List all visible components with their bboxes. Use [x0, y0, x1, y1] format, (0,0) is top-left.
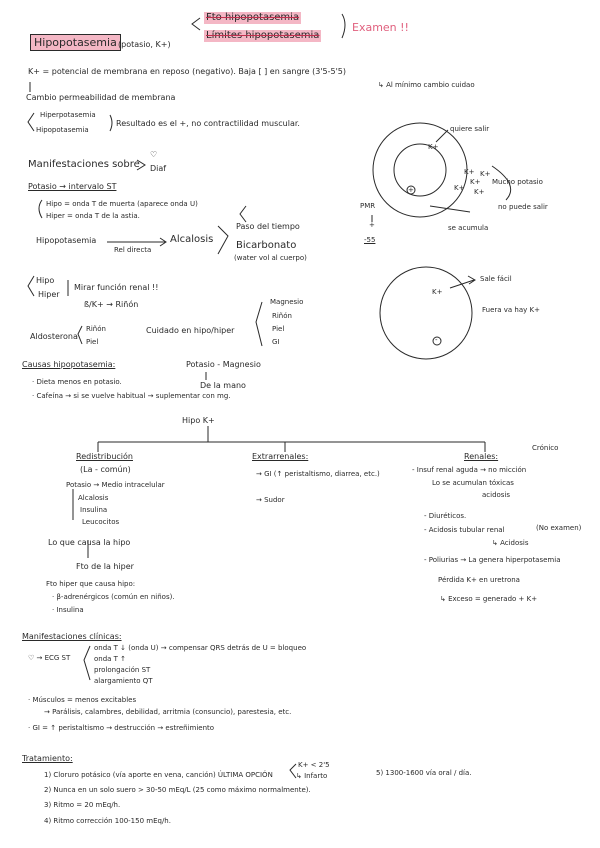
trat-item-2: 3) Ritmo = 20 mEq/h. — [44, 801, 121, 809]
renal-hipo: Hipo — [36, 276, 55, 285]
interval-bracket — [39, 200, 42, 218]
cell1-inner — [394, 144, 446, 196]
fto-line: Fto hipopotasemia — [206, 12, 300, 23]
pmr-minus55: -55 — [364, 236, 376, 244]
causas-heading: Causas hipopotasemia: — [22, 360, 116, 369]
trat-heading: Tratamiento: — [22, 754, 73, 763]
renal-ssk: ß/K+ → Riñón — [84, 300, 139, 309]
redis-alcalosis: Alcalosis — [78, 494, 109, 502]
k-cluster-3: K+ — [454, 184, 465, 192]
aldosterona: Aldosterona — [30, 332, 78, 341]
renales-item-5: ↳ Acidosis — [492, 539, 529, 547]
permeability-text: Cambio permeabilidad de membrana — [26, 93, 176, 102]
k-cluster-1: K+ — [480, 170, 491, 178]
aldo-rinon: Riñón — [86, 325, 106, 333]
trat-item-3: 4) Ritmo corrección 100-150 mEq/h. — [44, 817, 171, 825]
trat-infarto: ↳ Infarto — [296, 772, 328, 780]
redis-beta: · β-adrenérgicos (común en niños). — [52, 593, 175, 601]
ecg-item-2: prolongación ST — [94, 666, 151, 674]
causas-mano: De la mano — [200, 381, 246, 390]
renales-cronico: Crónico — [532, 444, 559, 452]
manifest-label: Manifestaciones sobre — [28, 159, 140, 170]
manif-heading: Manifestaciones clínicas: — [22, 632, 122, 641]
renal-bracket — [28, 276, 34, 296]
extra-title: Extrarrenales: — [252, 452, 309, 461]
fuera-k: Fuera va hay K+ — [482, 306, 540, 314]
exam-note: Examen !! — [352, 21, 409, 34]
redis-sub: (La - común) — [80, 465, 131, 474]
se-acumula: se acumula — [448, 224, 489, 232]
trat-oral: 5) 1300-1600 vía oral / día. — [376, 769, 472, 777]
alc-relacion: Rel directa — [114, 246, 152, 254]
renales-item-4: - Acidosis tubular renal — [424, 526, 505, 534]
manif-musculos-detail: → Parálisis, calambres, debilidad, arritmia (consuncio), parestesia, etc. — [44, 708, 292, 716]
k-cluster-4: K+ — [474, 188, 485, 196]
extra-gi: → GI (↑ peristaltismo, diarrea, etc.) — [256, 470, 380, 478]
organ-0: Magnesio — [270, 298, 304, 306]
ecg-item-1: onda T ↑ — [94, 655, 127, 663]
alcalosis-arrow — [107, 238, 166, 246]
renales-title: Renales: — [464, 452, 499, 461]
ecg-item-3: alargamiento QT — [94, 677, 153, 685]
cell2-inner-sign: - — [435, 336, 438, 344]
ecg-item-0: onda T ↓ (onda U) → compensar QRS detrás de U = bloqueo — [94, 644, 307, 652]
organs-brace — [256, 302, 262, 346]
organ-2: Piel — [272, 325, 285, 333]
heart-icon: ♡ — [150, 150, 158, 159]
no-puede-salir: no puede salir — [498, 203, 548, 211]
manif-gi: · GI = ↑ peristaltismo → destrucción → estreñimiento — [28, 724, 215, 732]
trat-k-lt: K+ < 2'5 — [298, 761, 330, 769]
renal-hiper: Hiper — [38, 290, 60, 299]
ecg-bracket — [84, 646, 90, 680]
causas-item-1: · Cafeína → si se vuelve habitual → suplementar con mg. — [32, 392, 231, 400]
tree-root: Hipo K+ — [182, 416, 215, 425]
alc-cause-0: Paso del tiempo — [236, 222, 300, 231]
header-left-chevron — [192, 18, 200, 30]
title-note: (potasio, K+) — [118, 40, 171, 49]
cuidar-text: Cuidado en hipo/hiper — [146, 326, 235, 335]
cell1-exit-arrow — [436, 130, 448, 142]
alcalosis-up-arrow — [240, 206, 246, 222]
result-brace — [110, 115, 112, 131]
cell1-outer — [373, 123, 467, 217]
interval-hipo: Hipo = onda T de muerta (aparece onda U) — [46, 200, 198, 208]
redis-leucocitos: Leucocitos — [82, 518, 120, 526]
mucho-potasio: Mucho potasio — [492, 178, 543, 186]
sale-facil: Sale fácil — [480, 275, 512, 283]
renal-mirar: Mirar función renal !! — [74, 283, 159, 292]
redis-causa: Lo que causa la hipo — [48, 538, 131, 547]
renales-item-2: acidosis — [482, 491, 511, 499]
organ-3: GI — [272, 338, 280, 346]
redis-fto-hiper: Fto hiper que causa hipo: — [46, 580, 136, 588]
renales-item-6: - Poliurias → La genera hiperpotasemia — [424, 556, 561, 564]
renales-no-examen: (No examen) — [536, 524, 582, 532]
organ-1: Riñón — [272, 312, 292, 320]
cell1-k: K+ — [428, 143, 439, 151]
tree-branches — [98, 442, 485, 452]
alc-alcalosis: Alcalosis — [170, 234, 214, 245]
result-hiper: Hiperpotasemia — [40, 111, 96, 119]
k-definition: K+ = potencial de membrana en reposo (negativo). Baja [ ] en sangre (3'5-5'5) — [28, 67, 347, 76]
k-cluster-2: K+ — [470, 178, 481, 186]
result-hipo: Hipopotasemia — [36, 126, 89, 134]
renales-item-1: Lo se acumulan tóxicas — [432, 479, 514, 487]
extra-sudor: → Sudor — [256, 496, 285, 504]
manifest-diaf: Diaf — [150, 164, 167, 173]
causas-item-0: · Dieta menos en potasio. — [32, 378, 122, 386]
cell2-k: K+ — [432, 288, 443, 296]
redis-insulina: Insulina — [80, 506, 108, 514]
redis-insulina2: · Insulina — [52, 606, 84, 614]
redis-fto: Fto de la hiper — [76, 562, 134, 571]
redis-potasio-medio: Potasio → Medio intracelular — [66, 481, 165, 489]
manif-ecg: ♡ → ECG ST — [28, 654, 71, 662]
pmr-label: PMR — [360, 202, 376, 210]
renales-item-0: - Insuf renal aguda → no micción — [412, 466, 527, 474]
alc-cause-2: (water vol al cuerpo) — [234, 254, 307, 262]
trat-item-1: 2) Nunca en un solo suero > 30-50 mEq/L (25 como máximo normalmente). — [44, 786, 311, 794]
pmr-plus: + — [369, 221, 375, 229]
cell1-quiere-salir: quiere salir — [450, 125, 490, 133]
small-change-note: ↳ Al mínimo cambio cuidao — [378, 81, 475, 89]
limites-line: Límites hipopotasemia — [206, 30, 320, 41]
renales-item-7: Pérdida K+ en uretrona — [438, 576, 520, 584]
causas-potasio-mg: Potasio - Magnesio — [186, 360, 261, 369]
cell1-inner-sign: + — [408, 186, 414, 194]
manif-musculos: · Músculos = menos excitables — [28, 696, 137, 704]
alcalosis-brace — [218, 226, 228, 254]
trat-item-0: 1) Cloruro potásico (vía aporte en vena, canción) ÚLTIMA OPCIÓN — [44, 771, 273, 779]
aldo-brace — [78, 326, 82, 344]
alc-hipo: Hipopotasemia — [36, 236, 97, 245]
aldo-piel: Piel — [86, 338, 99, 346]
page-title: Hipopotasemia — [30, 37, 121, 50]
alc-cause-1: Bicarbonato — [236, 240, 297, 251]
redis-title: Redistribución — [76, 452, 133, 461]
result-text: Resultado es el +, no contractilidad muscular. — [116, 119, 300, 128]
result-bracket — [28, 113, 34, 131]
k-cluster-0: K+ — [464, 168, 475, 176]
interval-heading: Potasio → intervalo ST — [28, 182, 117, 191]
cell1-acumula-arrow — [430, 206, 470, 212]
renales-item-8: ↳ Exceso = generado + K+ — [440, 595, 538, 603]
cell2-outer — [380, 267, 472, 359]
header-brace — [342, 14, 345, 38]
cell2-exit-arrow — [450, 276, 475, 288]
interval-hiper: Hiper = onda T de la astia. — [46, 212, 140, 220]
renales-item-3: - Diuréticos. — [424, 512, 467, 520]
